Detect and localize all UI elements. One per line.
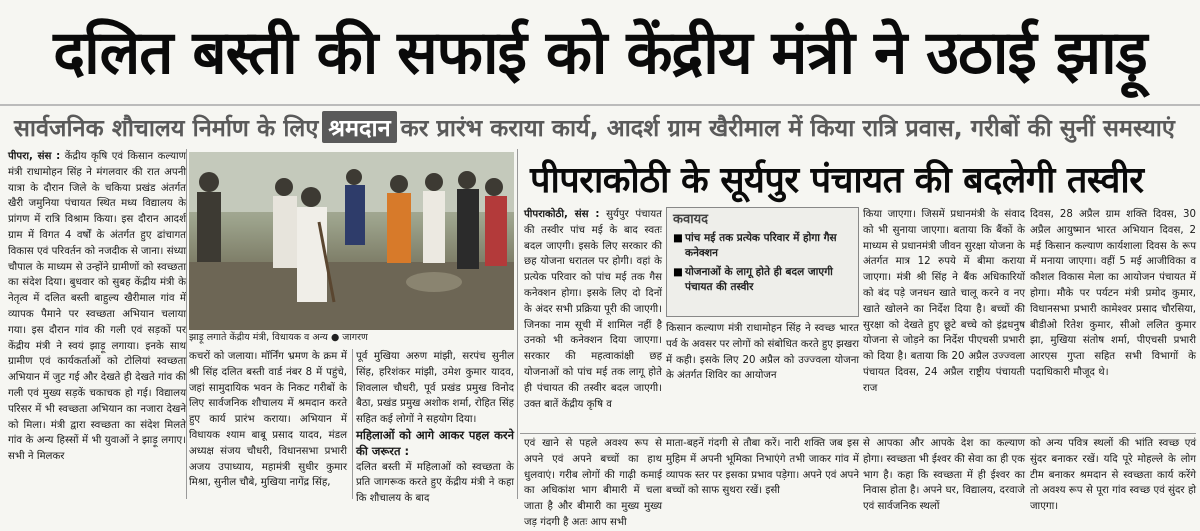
story2-dateline: पीपराकोठी, संस :: [524, 209, 600, 220]
main-headline: दलित बस्ती की सफाई को केंद्रीय मंत्री ने उठाई झाड़ू: [53, 18, 1147, 88]
story1-continued-4: [1030, 436, 1196, 513]
photo-illustration: [189, 152, 514, 330]
caption-credit: जागरण: [342, 332, 368, 343]
story2-column-2: [666, 321, 859, 434]
story1-column-1: [8, 149, 186, 499]
story2-col1-text: सुर्यपुर पंचायत की तस्वीर पांच मई के बाद स्वतः बदल जाएगी। इसके लिए सरकार की छह योजना धरातल पर होगी। वहां के प्रत्येक परिवार को पांच मई तक गैस कनेक्शन होगा। इसके लिए दो दिनों के अंदर सभी प्रक्रिया पूरी की जाएगी। जिनका नाम सूची में शामिल नहीं है उनको भी कनेक्शन दिया जाएगा। सरकार की महत्वाकांक्षी छह योजनाओं को पांच मई तक लागू होते ही पंचायत की तस्वीर बदल जाएगी। उक्त बातें केंद्रीय कृषि व: [524, 209, 662, 410]
story2-col3-text: किया जाएगा। जिसमें प्रधानमंत्री के संवाद को भी सुनाया जाएगा। बताया कि बैंकों के माध्यम से प्रधानमंत्री जीवन सुरक्षा योजना के अंतर्गत मात्र 12 रुपये में बीमा कराया जाएगा। मंत्री श्री सिंह ने बैंक अधिकारियों को बंद पड़े जनधन खाते चालू करने व नए खाते खोलने का निर्देश दिया है। बच्चों की सुरक्षा को देखते हुए छूटे बच्चे को इंद्रधनुष योजना से जोड़ने का निर्देश पीएचसी प्रभारी को दिया है। बताया कि 20 अप्रैल उज्ज्वला पंचायत दिवस, 24 अप्रैल राष्ट्रीय पंचायती राज: [863, 209, 1025, 394]
highlight-item-text: पांच मई तक प्रत्येक परिवार में होगा गैस कनेक्शन: [685, 232, 837, 259]
story1-col3-top: पूर्व मुखिया अरुण मांझी, सरपंच सुनील सिंह, हरिशंकर मांझी, उमेश कुमार यादव, शिवलाल चौधरी, पूर्व प्रखंड प्रमुख विनोद बैठा, प्रखंड प्रमुख अशोक शर्मा, रोहित सिंह सहित कई लोगों ने सहयोग दिया।: [356, 351, 514, 426]
story1-dateline: पीपरा, संस :: [8, 151, 61, 162]
continued-text-2: माता-बहनें गंदगी से तौबा करें। नारी शक्ति जब इस मुहिम में अपनी भूमिका निभाएंगे तभी जाकर गांव में व्यापक स्तर पर इसका प्रभाव पड़ेगा। अपने एवं अपने बच्चों को साफ सुथरा रखें। इसी: [666, 438, 859, 497]
story1-col2-text: कचरों को जलाया। मॉर्निंग भ्रमण के क्रम में श्री सिंह दलित बस्ती वार्ड नंबर 8 में पहुंचे, जहां सामुदायिक भवन के निकट गरीबों के लिए सार्वजनिक शौचालय में श्रमदान करते हुए कार्य प्रारंभ कराया। अभियान में विधायक श्याम बाबू प्रसाद यादव, मंडल अध्यक्ष संजय चौधरी, विधानसभा प्रभारी अजय उपाध्याय, महामंत्री सुधीर कुमार मिश्रा, सुनील चौबे, मुखिया नागेंद्र सिंह,: [189, 351, 347, 489]
subhead-after: कर प्रारंभ कराया कार्य, आदर्श ग्राम खैरीमाल में किया रात्रि प्रवास, गरीबों की सुनीं समस्याएं: [400, 114, 1175, 142]
highlight-item-text: योजनाओं के लागू होते ही बदल जाएगी पंचायत की तस्वीर: [685, 266, 833, 293]
bullet-icon: ■: [673, 232, 683, 244]
story2-col2-text: किसान कल्याण मंत्री राधामोहन सिंह ने स्वच्छ भारत पर्व के अवसर पर लोगों को संबोधित करते हुए झखरा में कही। इसके लिए 20 अप्रैल को उज्ज्वला योजना के अंतर्गत शिविर का आयोजन: [666, 323, 859, 382]
story1-continued-2: [666, 436, 859, 499]
highlights-box: [666, 207, 859, 317]
story2-column-3: [863, 207, 1025, 432]
continued-text-4: को अन्य पवित्र स्थलों की भांति स्वच्छ एवं सुंदर बनाकर रखें। यदि पूरे मोहल्ले के लोग टीम बनाकर श्रमदान से स्वच्छता कार्य करेंगे तो अवश्य रूप से पूरा गांव स्वच्छ एवं सुंदर हो जाएगा।: [1030, 438, 1196, 513]
column-divider: [186, 149, 187, 499]
story1-continued-3: [863, 436, 1025, 513]
caption-text: झाड़ू लगाते केंद्रीय मंत्री, विधायक व अन्य: [189, 332, 328, 343]
highlights-title: कवायद: [673, 212, 709, 227]
bullet-icon: ■: [673, 266, 683, 278]
story1-continued-1: [524, 436, 662, 528]
subhead-highlight: श्रमदान: [322, 111, 396, 143]
story2-headline: पीपराकोठी के सूर्यपुर पंचायत की बदलेगी तस्वीर: [530, 159, 1144, 201]
photo-caption: [189, 331, 514, 345]
story2-column-1: [524, 207, 662, 432]
story1-column-2: [189, 349, 347, 499]
continued-text-1: एवं खाने से पहले अवश्य रूप से अपने एवं अपने बच्चों का हाथ धुलवाएं। गरीब लोगों की गाढ़ी कमाई का अधिकांश भाग बीमारी में चला जाता है और बीमारी का मुख्य मुख्य जड़ गंदगी है अतः आप सभी: [524, 438, 662, 528]
column-divider: [517, 149, 518, 499]
caption-credit-icon: ●: [330, 332, 343, 343]
highlight-item: [673, 231, 852, 261]
continued-text-3: से आपका और आपके देश का कल्याण होगा। स्वच्छता भी ईश्वर की सेवा का ही एक भाग है। कहा कि स्वच्छता में ही ईश्वर का निवास होता है। अपने घर, विद्यालय, दरवाजे एवं सार्वजनिक स्थलों: [863, 438, 1025, 513]
story1-col3-subhead: महिलाओं को आगे आकर पहल करने की जरूरत :: [356, 427, 514, 458]
highlight-item: [673, 265, 852, 295]
column-divider: [352, 349, 353, 499]
story2-column-4: [1030, 207, 1196, 432]
story1-col3-rest: दलित बस्ती में महिलाओं को स्वच्छता के प्रति जागरूक करते हुए केंद्रीय मंत्री ने कहा कि शौचालय के बाद: [356, 461, 514, 505]
story2-col4-text: दिवस, 28 अप्रैल ग्राम शक्ति दिवस, 30 अप्रैल आयुष्मान भारत अभियान दिवस, 2 मई किसान कल्याण कार्यशाला दिवस के रूप में मनाया जाएगा। वहीं 5 मई आजीविका व कौशल विकास मेला का आयोजन पंचायत में होगा। मौके पर पर्यटन मंत्री प्रमोद कुमार, विधानसभा प्रभारी कामेश्वर प्रसाद चौरसिया, बीडीओ रितेश कुमार, सीओ ललित कुमार झा, मुखिया संतोष शर्मा, पीएचसी प्रभारी आरएस गुप्ता सहित सभी विभागों के पदाधिकारी मौजूद थे।: [1030, 209, 1196, 378]
highlights-list: [673, 231, 852, 295]
story1-column-3: [356, 349, 514, 505]
story1-col1-text: केंद्रीय कृषि एवं किसान कल्याण मंत्री राधामोहन सिंह ने मंगलवार की रात अपनी यात्रा के दौरान जिले के चकिया प्रखंड अंतर्गत खैरी जमुनिया पंचायत स्थित मध्य विद्यालय के प्रांगण में रात्रि विश्राम किया। इस दौरान आदर्श ग्राम में विगत 4 वर्षों के अंतर्गत हुए ढांचागत विकास एवं परिवर्तन को नजदीक से जाना। संध्या चौपाल के माध्यम से उन्होंने ग्रामीणों को स्वच्छता का संदेश दिया। बुधवार को सुबह केंद्रीय मंत्री के नेतृत्व में दलित बस्ती बाहुल्य खैरीमाल गांव में व्यापक पैमाने पर स्वच्छता अभियान चलाया गया। इस दौरान गांव की गली एवं सड़कों पर केंद्रीय मंत्री ने स्वयं झाड़ू लगाया। इनके साथ ग्रामीण एवं कार्यकर्ताओं को टोलियां स्वच्छता अभियान में जुट गई और देखते ही देखते गांव की गली एवं मुख्य सड़कें चकाचक हो गई। विद्यालय परिसर में भी स्वच्छता अभियान का नजारा देखने को मिला। मंत्री द्वारा स्वच्छता का संदेश मिलते गांव के अन्य हिस्सों में भी युवाओं ने झाड़ू लगाए। सभी ने मिलकर: [8, 151, 186, 463]
subhead-before: सार्वजनिक शौचालय निर्माण के लिए: [14, 114, 319, 142]
news-photo: [189, 152, 514, 330]
subheadline: [0, 104, 1200, 148]
